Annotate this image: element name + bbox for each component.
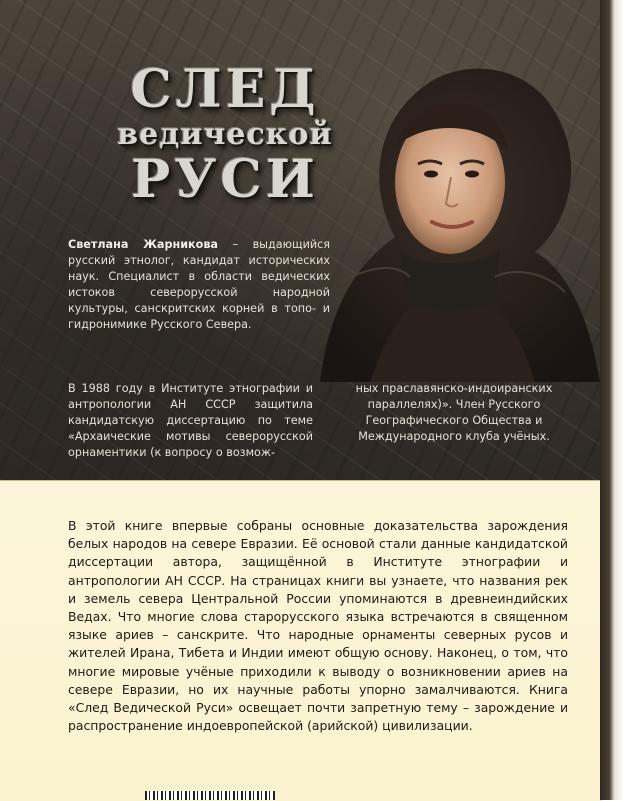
bio-left-column: В 1988 году в Институте этнографии и антропологии АН СССР защитила кандидатскую диссертацию по теме «Архаические мотивы северорусской орнаментики (к вопросу о возмож- <box>68 382 313 460</box>
barcode-fragment <box>145 791 275 800</box>
bio-right-column: ных праславянско-индоиранских параллелях)». Член Русского Географического Общества и Международного клуба учёных. <box>355 382 553 444</box>
title-line-3: РУСИ <box>131 149 319 210</box>
cover-edge <box>600 0 624 800</box>
author-intro <box>68 237 330 334</box>
book-annotation: В этой книге впервые собраны основные доказательства зарождения белых народов на севере Евразии. Её основой стали данные кандидатской диссертации автора, защищённой в Институте этнографии и антропологии АН СССР. На страницах книги вы узнаете, что названия рек и земель севера Центральной России упоминаются в древнеиндийских Ведах. Что многие слова старорусского языка встречаются в священном языке ариев – санскрите. Что народные орнаменты северных русов и жителей Ирана, Тибета и Индии имеют общую основу. Наконец, о том, что многие мировые учёные приходили к выводу о возникновении ариев на севере Евразии, но их научные работы упорно замалчиваются. Книга «След Ведической Руси» освещает почти запретную тему – зарождение и распространение индоевропейской (арийской) цивилизации. <box>68 518 568 734</box>
author-description: – выдающийся русский этнолог, кандидат исторических наук. Специалист в области ведических истоков северорусской народной культуры, санскритских корней в топо- и гидронимике Русского Севера. <box>68 238 330 332</box>
title-line-1: СЛЕД <box>130 59 320 120</box>
title-line-2: ведической <box>117 117 333 152</box>
author-name: Светлана Жарникова <box>68 238 218 251</box>
annotation-panel <box>0 480 600 801</box>
book-title <box>100 59 350 210</box>
